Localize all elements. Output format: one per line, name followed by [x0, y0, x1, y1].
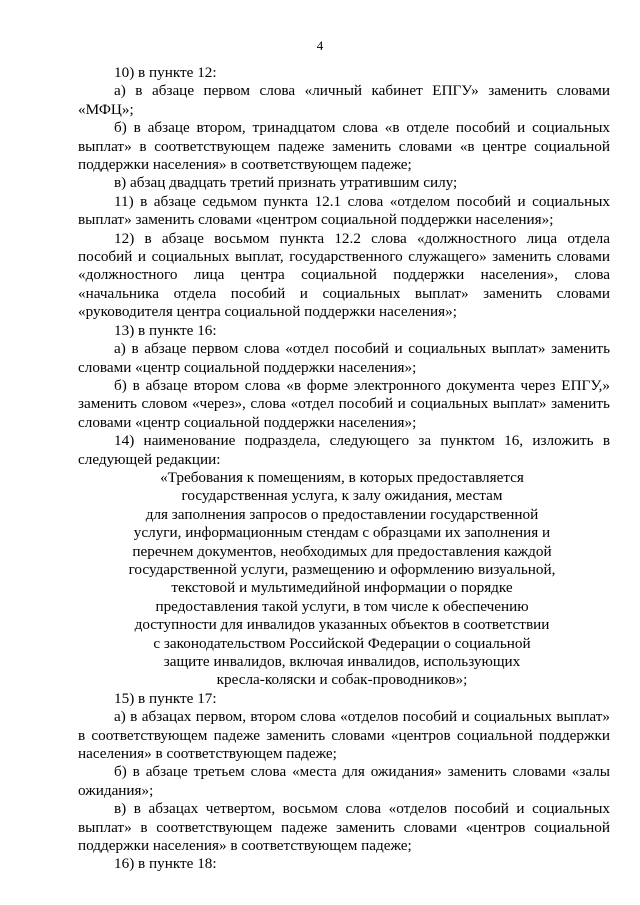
heading-line: государственной услуги, размещению и оформлению визуальной,	[128, 560, 556, 578]
heading-line: услуги, информационным стендам с образцами их заполнения и	[133, 524, 551, 542]
heading-line: с законодательством Российской Федерации о социальной	[153, 634, 531, 652]
paragraph: 14) наименование подраздела, следующего за пунктом 16, изложить в следующей редакции:	[78, 432, 610, 468]
heading-line: государственная услуга, к залу ожидания, местам	[181, 487, 503, 505]
paragraph: 12) в абзаце восьмом пункта 12.2 слова «должностного лица отдела пособий и социальных выплат, государственного служащего» заменить словами «должностного лица центра социальной поддержки населения», слова «начальника отдела пособий и социальных выплат» заменить словами «руководителя центра социальной поддержки населения»;	[78, 229, 610, 321]
heading-line: защите инвалидов, включая инвалидов, использующих	[163, 653, 521, 670]
paragraph: 11) в абзаце седьмом пункта 12.1 слова «отделом пособий и социальных выплат» заменить словами «центром социальной поддержки населения»;	[78, 192, 610, 229]
paragraph: 10) в пункте 12:	[114, 64, 217, 81]
heading-line: кресла-коляски и собак-проводников»;	[216, 671, 468, 689]
paragraph: б) в абзаце третьем слова «места для ожидания» заменить словами «залы ожидания»;	[78, 763, 610, 799]
paragraph: 13) в пункте 16:	[114, 321, 217, 339]
paragraph: 16) в пункте 18:	[114, 855, 217, 873]
paragraph: б) в абзаце втором, тринадцатом слова «в отделе пособий и социальных выплат» в соответствующем падеже заменить словами «в центре социальной поддержки населения» в соответствующем падеже;	[78, 119, 610, 174]
paragraph: а) в абзаце первом слова «отдел пособий и социальных выплат» заменить словами «центр социальной поддержки населения»;	[78, 340, 610, 376]
paragraph: б) в абзаце втором слова «в форме электронного документа через ЕПГУ,» заменить словом «через», слова «отдел пособий и социальных выплат» заменить словами «центр социальной поддержки населения»;	[78, 376, 610, 431]
heading-line: для заполнения запросов о предоставлении государственной	[145, 505, 539, 523]
document-body	[78, 64, 610, 874]
heading-line: доступности для инвалидов указанных объектов в соответствии	[134, 616, 550, 634]
page-number: 4	[316, 38, 324, 53]
heading-line: «Требования к помещениям, в которых предоставляется	[160, 468, 524, 486]
paragraph: в) абзац двадцать третий признать утратившим силу;	[114, 174, 458, 192]
heading-line: текстовой и мультимедийной информации о порядке	[171, 579, 513, 597]
heading-line: перечнем документов, необходимых для предоставления каждой	[132, 542, 552, 560]
paragraph: а) в абзацах первом, втором слова «отделов пособий и социальных выплат» в соответствующем падеже заменить словами «центров социальной поддержки населения» в соответствующем падеже;	[78, 708, 610, 763]
paragraph: а) в абзаце первом слова «личный кабинет ЕПГУ» заменить словами «МФЦ»;	[78, 82, 610, 118]
subsection-heading	[78, 469, 610, 690]
paragraph: 15) в пункте 17:	[114, 689, 217, 707]
paragraph: в) в абзацах четвертом, восьмом слова «отделов пособий и социальных выплат» в соответствующем падеже заменить словами «центров социальной поддержки населения» в соответствующем падеже;	[78, 800, 610, 855]
heading-line: предоставления такой услуги, в том числе к обеспечению	[155, 597, 529, 615]
